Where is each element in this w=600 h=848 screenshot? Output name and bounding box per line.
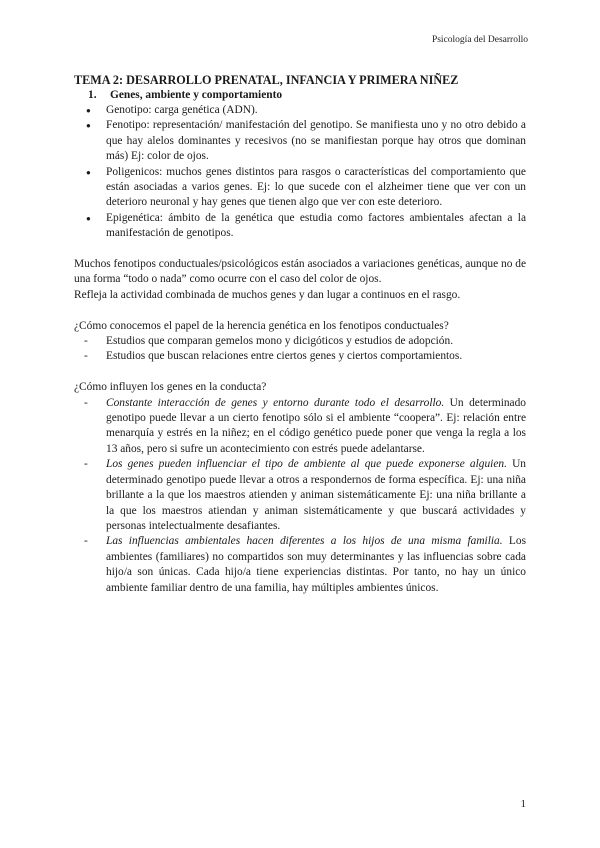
spacer	[74, 365, 526, 380]
paragraph: Refleja la actividad combinada de muchos genes y dan lugar a continuos en el rasgo.	[74, 288, 461, 301]
item-body: Los ambientes (familiares) no compartidos son muy determinantes y las influencias sobre cada hijo/a son únicas. Cada hijo/a tiene experiencias distintas. Por tanto, no hay un único ambiente familiar dentro de una familia, hay múltiples ambientes únicos.	[106, 535, 527, 594]
list-item: ● Epigenética: ámbito de la genética que estudia como factores ambientales afectan a la manifestación de genotipos.	[106, 211, 526, 242]
list-item: - Estudios que comparan gemelos mono y dicigóticos y estudios de adopción.	[106, 334, 526, 349]
list-item: ● Genotipo: carga genética (ADN).	[106, 103, 526, 118]
paragraph: Muchos fenotipos conductuales/psicológicos están asociados a variaciones genéticas, aunque no de una forma “todo o nada” como ocurre con el caso del color de ojos.	[74, 258, 527, 286]
definition-list	[74, 103, 526, 242]
item-body: Un determinado genotipo puede llevar a otros a respondernos de forma específica. Ej: una niña brillante a la que los maestros atienden y animan sistemáticamente Ej: una niña brillante a la que los maestros atiendan y animan sistemáticamente y que buscará actividades y personas intelectualmente desafiantes.	[106, 458, 526, 532]
running-header: Psicología del Desarrollo	[431, 35, 528, 45]
list-item: ● Poligenicos: muchos genes distintos para rasgos o características del comportamiento que están asociadas a varios genes. Ej: lo que sucede con el alzheimer tiene que ver con un deterioro neuronal y hay genes que tienen algo que ver con este deterioro.	[106, 165, 526, 211]
spacer	[74, 242, 526, 257]
italic-lead: Las influencias ambientales hacen diferentes a los hijos de una misma familia.	[106, 535, 503, 548]
list-item: - Estudios que buscan relaciones entre ciertos genes y ciertos comportamientos.	[106, 349, 526, 364]
dash-list	[74, 334, 526, 365]
list-item	[106, 534, 526, 596]
italic-lead: Constante interacción de genes y entorno durante todo el desarrollo.	[106, 396, 445, 409]
list-item	[106, 396, 526, 458]
dash-list	[74, 396, 526, 596]
item-body: Un determinado genotipo puede llevar a un cierto fenotipo sólo si el ambiente “coopera”. Ej: relación entre menarquía y estrés en la niñez; en el código genético puede poner que venga la regla a los 13 años, pero si sufre un acontecimiento con estrés puede adelantarse.	[106, 396, 526, 455]
page-number: 1	[520, 798, 526, 810]
section-number: 1.	[88, 89, 97, 101]
spacer	[74, 303, 526, 318]
list-item	[106, 457, 526, 534]
italic-lead: Los genes pueden influenciar el tipo de ambiente al que puede exponerse alguien.	[106, 458, 507, 471]
page-content	[74, 72, 526, 596]
question-heading: ¿Cómo conocemos el papel de la herencia genética en los fenotipos conductuales?	[74, 319, 449, 332]
question-heading: ¿Cómo influyen los genes en la conducta?	[74, 381, 267, 394]
page-title: TEMA 2: DESARROLLO PRENATAL, INFANCIA Y PRIMERA NIÑEZ	[74, 73, 459, 87]
section-heading-text: Genes, ambiente y comportamiento	[110, 89, 283, 101]
section-heading	[88, 88, 526, 103]
list-item: ● Fenotipo: representación/ manifestación del genotipo. Se manifiesta uno y no otro debido a que hay alelos dominantes y recesivos (no se manifiestan porque hay otros que dominan más) Ej: color de ojos.	[106, 118, 526, 164]
